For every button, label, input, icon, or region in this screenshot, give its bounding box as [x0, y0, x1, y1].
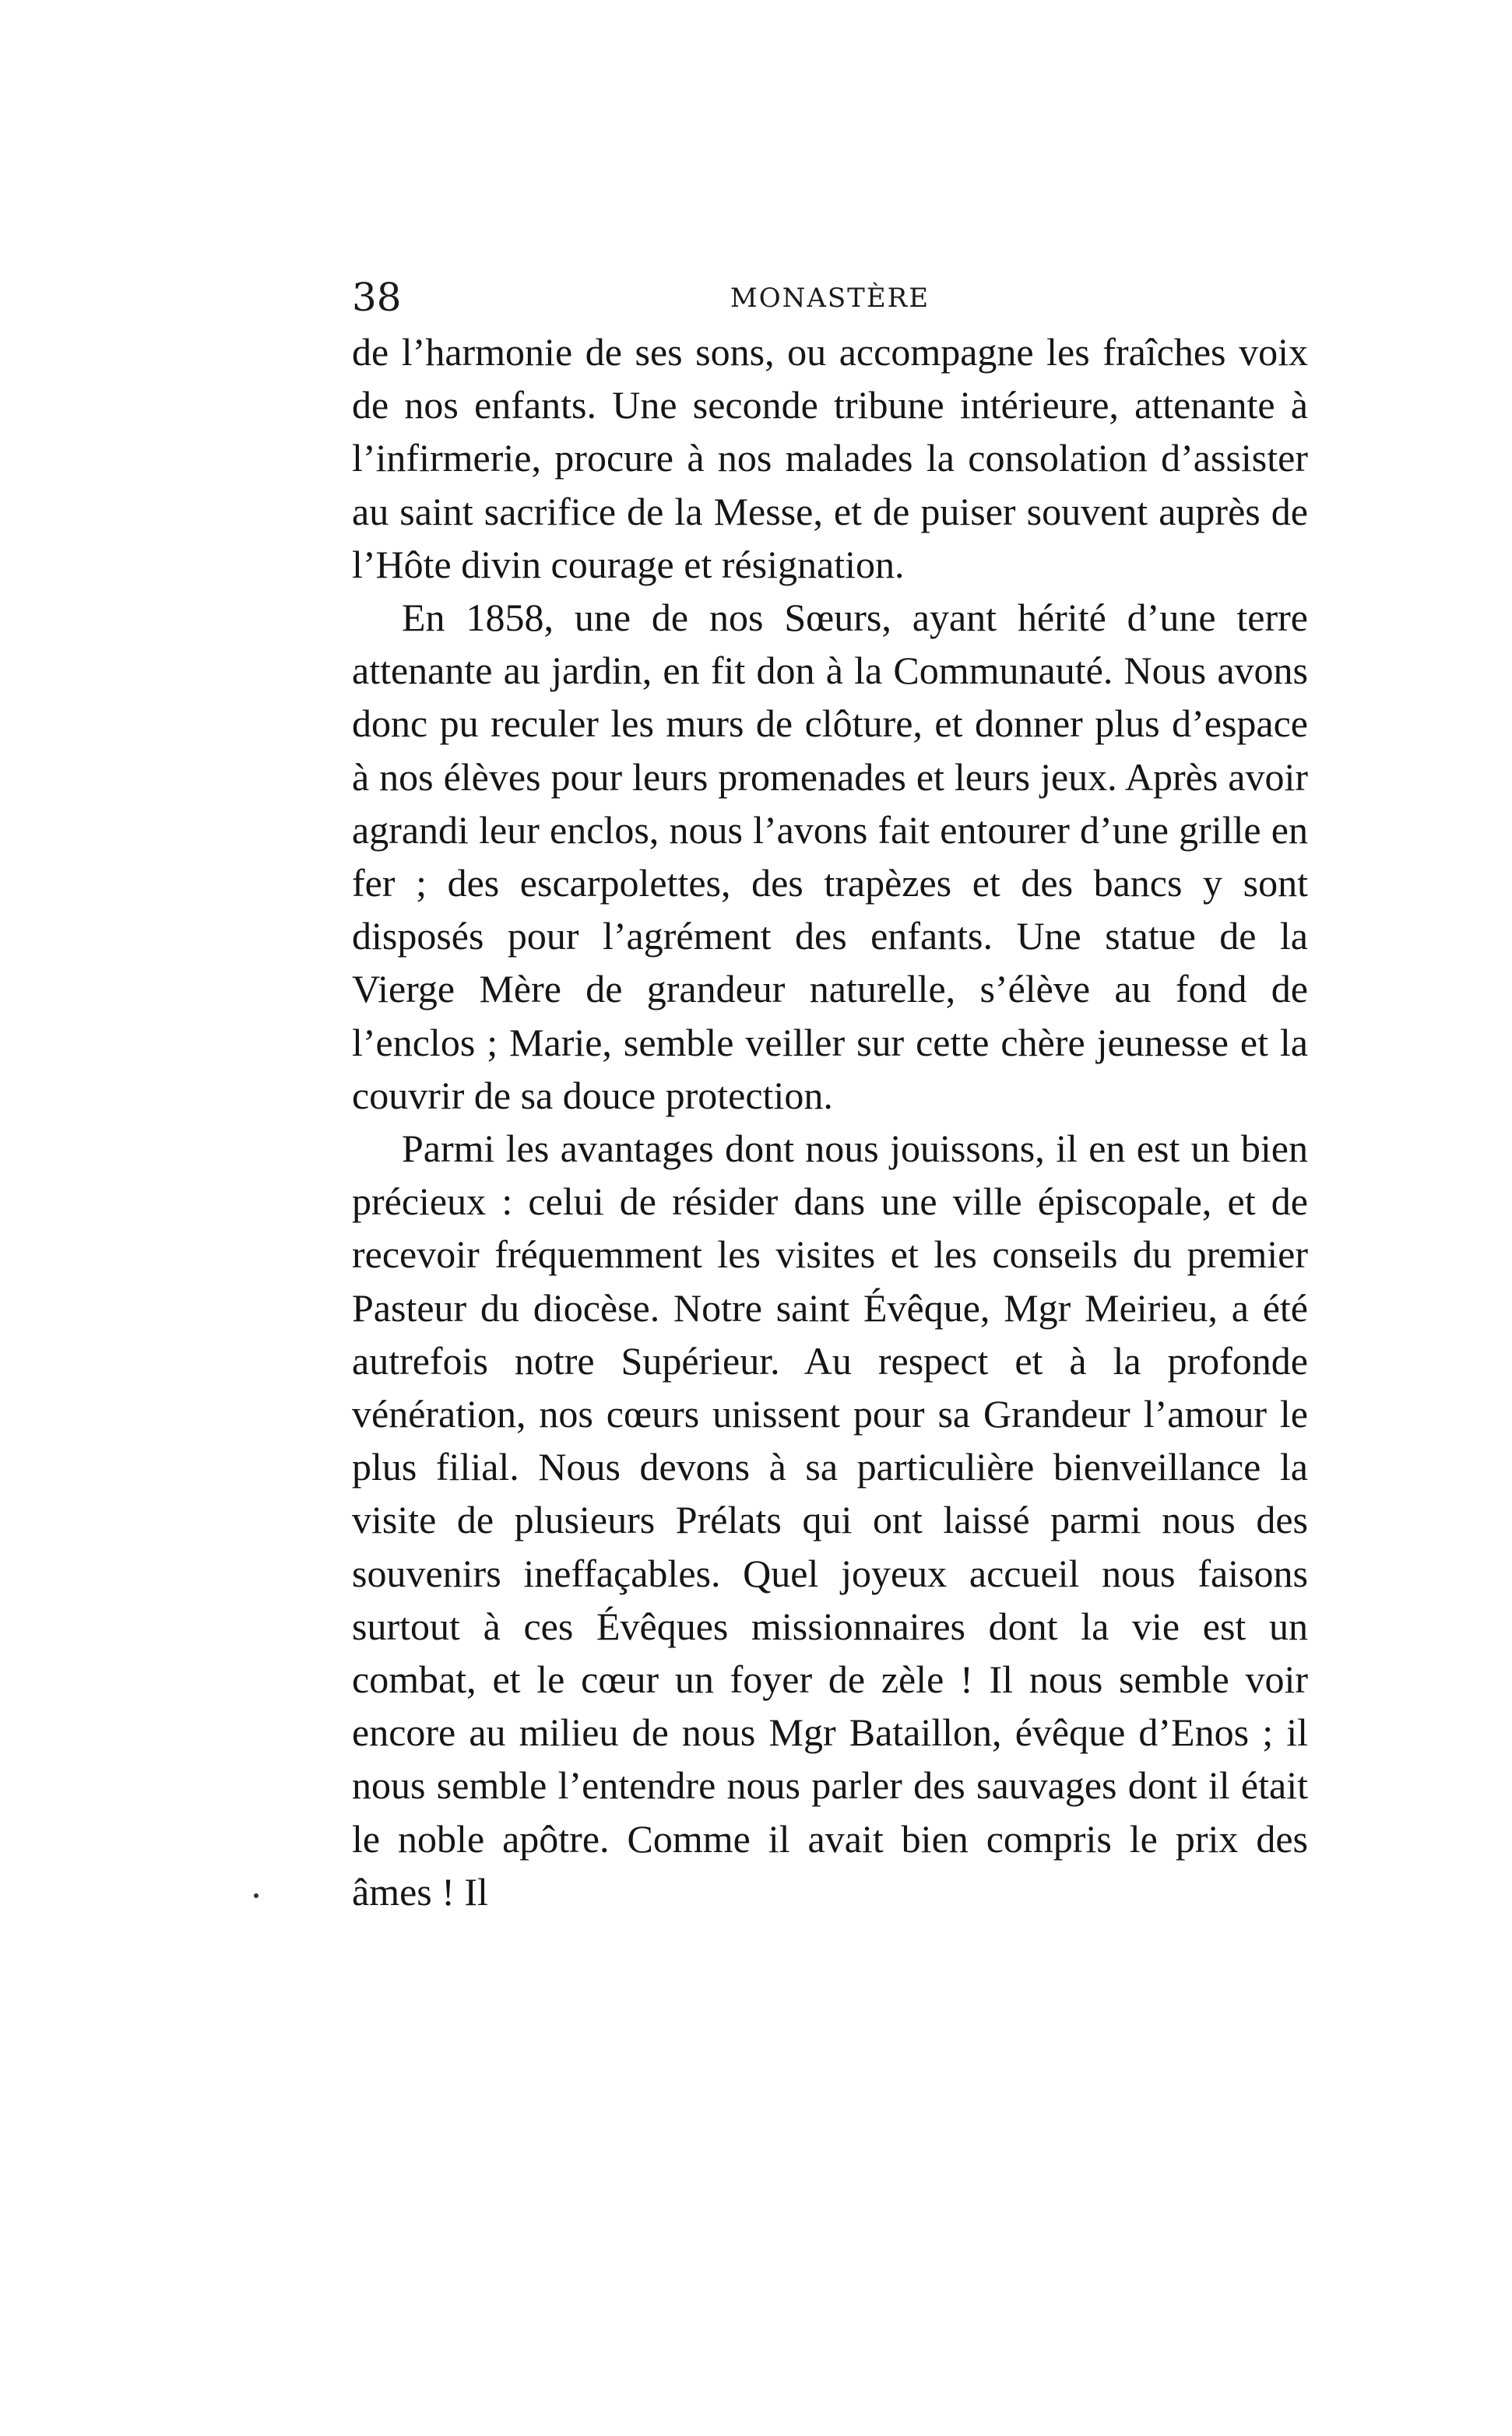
body-text: [352, 325, 1308, 1918]
print-speck: [254, 1893, 258, 1898]
page-number: 38: [352, 275, 402, 320]
running-title: MONASTÈRE: [730, 283, 930, 314]
paragraph-bishop: Parmi les avantages dont nous jouissons, il en est un bien précieux : celui de résider dans une ville épiscopale, et de recevoir fréquemment les visites et les conseils du premier Pasteur du diocèse. Notre saint Évêque, Mgr Meirieu, a été autrefois notre Supérieur. Au respect et à la profonde vénération, nos cœurs unissent pour sa Grandeur l’amour le plus filial. Nous devons à sa particulière bienveillance la visite de plusieurs Prélats qui ont laissé parmi nous des souvenirs ineffaçables. Quel joyeux accueil nous faisons surtout à ces Évêques missionnaires dont la vie est un combat, et le cœur un foyer de zèle ! Il nous semble voir encore au milieu de nous Mgr Bataillon, évêque d’Enos ; il nous semble l’entendre nous parler des sauvages dont il était le noble apôtre. Comme il avait bien compris le prix des âmes ! Il: [352, 1127, 1308, 1914]
paragraph-garden: En 1858, une de nos Sœurs, ayant hérité d’une terre attenante au jardin, en fit don à la Communauté. Nous avons donc pu reculer les murs de clôture, et donner plus d’espace à nos élèves pour leurs promenades et leurs jeux. Après avoir agrandi leur enclos, nous l’avons fait entourer d’une grille en fer ; des escarpolettes, des trapèzes et des bancs y sont disposés pour l’agrément des enfants. Une statue de la Vierge Mère de grandeur naturelle, s’élève au fond de l’enclos ; Marie, semble veiller sur cette chère jeunesse et la couvrir de sa douce protection.: [352, 596, 1308, 1117]
paragraph-continuation: de l’harmonie de ses sons, ou accompagne les fraîches voix de nos enfants. Une seconde tribune intérieure, attenante à l’infirmerie, procure à nos malades la consolation d’assister au saint sacrifice de la Messe, et de puiser souvent auprès de l’Hôte divin courage et résignation.: [352, 330, 1308, 586]
running-head: [352, 274, 1308, 321]
